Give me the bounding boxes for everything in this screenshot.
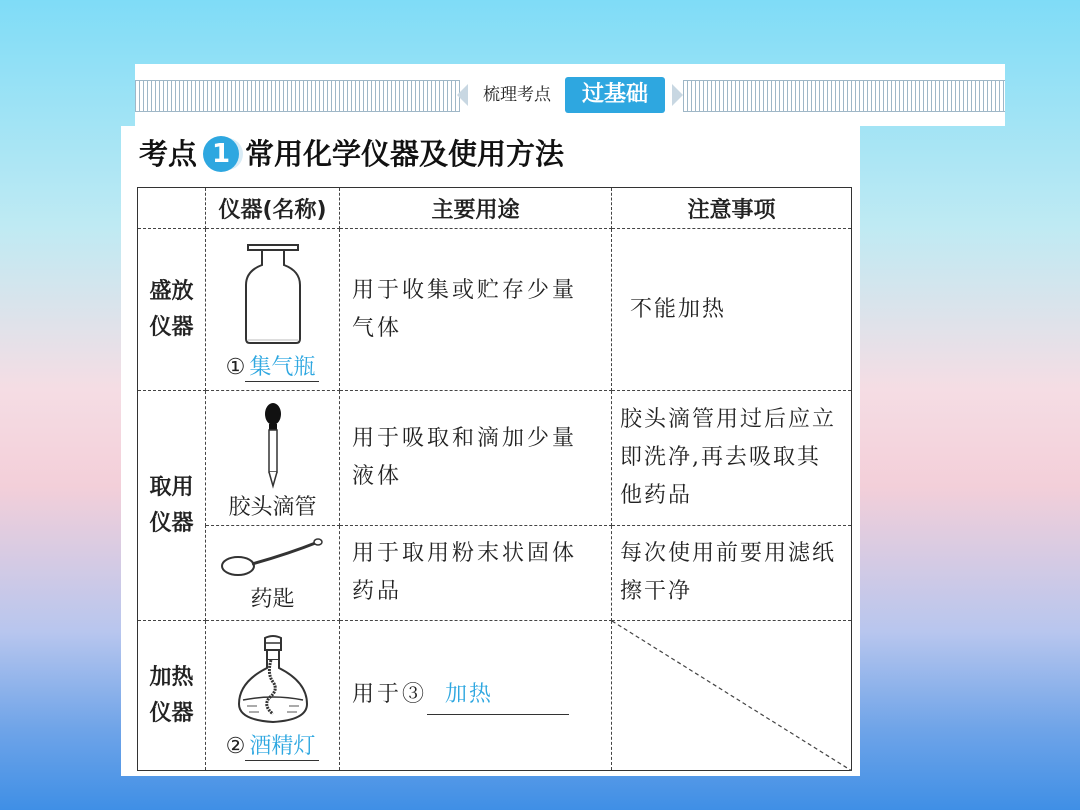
banner-arrow-right-icon	[672, 84, 683, 106]
alcohol-lamp-icon	[233, 634, 313, 729]
banner-stripes-right	[683, 80, 1005, 112]
banner-tag-left: 梳理考点	[483, 85, 551, 105]
instrument-table	[137, 187, 852, 771]
content-panel	[121, 126, 860, 776]
dropper-icon	[253, 400, 293, 490]
note-cell: 每次使用前要用滤纸擦干净	[612, 526, 852, 621]
category-label: 加热仪器	[149, 664, 194, 726]
instrument-label: 药匙	[250, 586, 295, 612]
use-cell	[340, 621, 612, 771]
category-cell	[138, 621, 206, 771]
instrument-cell	[206, 391, 340, 526]
header-note: 注意事项	[612, 188, 852, 229]
note-cell: 胶头滴管用过后应立即洗净,再去吸取其他药品	[612, 391, 852, 526]
instrument-cell	[206, 621, 340, 771]
instrument-prefix: ①	[225, 355, 246, 380]
category-label: 取用仪器	[149, 474, 194, 536]
category-cell	[138, 391, 206, 621]
table-row	[138, 229, 852, 391]
title-number-badge: 1	[203, 136, 239, 172]
instrument-prefix: ②	[225, 734, 246, 759]
title-prefix: 考点	[139, 137, 198, 171]
spoon-icon	[218, 536, 328, 582]
instrument-cell	[206, 526, 340, 621]
section-banner	[135, 64, 1005, 126]
banner-tag-right: 过基础	[565, 77, 665, 113]
category-cell	[138, 229, 206, 391]
gas-jar-icon	[238, 243, 308, 348]
banner-arrow-left-icon	[457, 84, 468, 106]
table-header-row	[138, 188, 852, 229]
title-text: 常用化学仪器及使用方法	[245, 137, 565, 171]
instrument-answer: 集气瓶	[245, 350, 319, 382]
header-cell-empty	[138, 188, 206, 229]
header-instrument: 仪器(名称)	[206, 188, 340, 229]
header-use: 主要用途	[340, 188, 612, 229]
use-cell: 用于收集或贮存少量气体	[340, 229, 612, 391]
banner-stripes-left	[135, 80, 460, 112]
instrument-cell	[206, 229, 340, 391]
category-label: 盛放仪器	[149, 278, 194, 340]
use-cell: 用于吸取和滴加少量液体	[340, 391, 612, 526]
use-cell: 用于取用粉末状固体药品	[340, 526, 612, 621]
use-prefix: 用于③	[352, 682, 428, 707]
diagonal-slash	[612, 621, 852, 771]
table-row	[138, 526, 852, 621]
table-row	[138, 391, 852, 526]
use-answer: 加热	[427, 676, 569, 715]
instrument-answer: 酒精灯	[245, 729, 319, 761]
note-cell-empty	[612, 621, 852, 771]
note-cell: 不能加热	[612, 229, 852, 391]
instrument-label: 胶头滴管	[228, 494, 317, 520]
page-title	[139, 134, 564, 174]
table-row	[138, 621, 852, 771]
